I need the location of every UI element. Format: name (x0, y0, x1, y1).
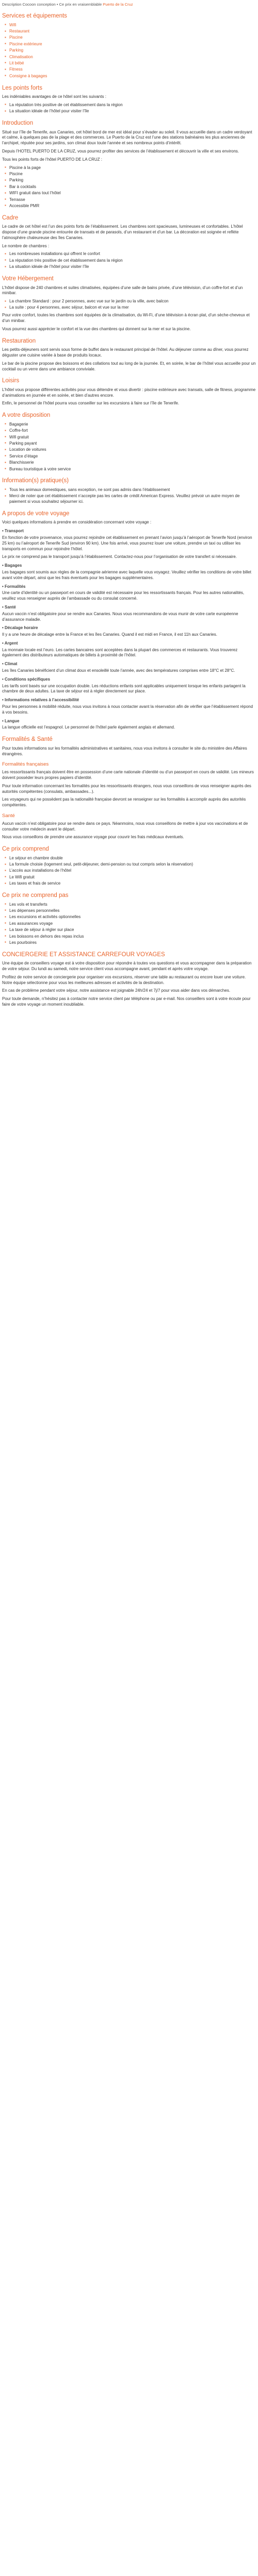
list-item: ▪ Wifi (9, 23, 256, 28)
list-item: ▪ Les vols et transferts (9, 902, 256, 908)
conciergerie-p3: En cas de problème pendant votre séjour, notre assistance est joignable 24h/24 et 7j/7 pour vous aider dans vos démarches. (2, 988, 231, 993)
list-item: ▪ Lit bébé (9, 61, 256, 66)
list-item: ▪ La suite : pour 4 personnes, avec séjour, balcon et vue sur la mer (9, 305, 256, 311)
loisirs-p2: Enfin, le personnel de l’hôtel pourra vous conseiller sur les excursions à faire sur l’île de Tenerife. (2, 401, 180, 406)
transport-text: En fonction de votre provenance, vous pourrez rejoindre cet établissement en prenant l’avion jusqu’à l’aéroport de Tenerife Nord (environ 25 km) ou l’aéroport de Tenerife Sud (environ 90 km). Une fois arrivé, vous pourrez louer une voiture, prendre un taxi ou utiliser les transports en commun pour rejoindre l’hôtel. (2, 535, 252, 551)
hebergement-list (2, 299, 256, 311)
list-item: ▪ Bar à cocktails (9, 184, 256, 190)
key-points-intro: Les indéniables avantages de ce hôtel sont les suivants : (2, 94, 106, 99)
disposition-heading: A votre disposition (2, 412, 51, 419)
introduction-heading: Introduction (2, 120, 34, 127)
list-item: ▪ Accessible PMR (9, 204, 256, 209)
infos-heading: Information(s) pratique(s) (2, 478, 69, 484)
cadre-p2: Le nombre de chambres : (2, 243, 50, 248)
intro-text: Description Cocoon conception • Ce prix en vraisemblable (2, 2, 102, 7)
conciergerie-p1: Une équipe de conseillers voyage est à votre disposition pour répondre à toutes vos questions et vous accompagner dans la préparation de votre séjour. Du lundi au samedi, notre service client vous accompagne avant, pendant et après votre voyage. (2, 961, 252, 971)
conciergerie-p4: Pour toute demande, n’hésitez pas à contacter notre service client par téléphone ou par e-mail. Nos conseillers sont à votre écoute pour faire de votre voyage un moment inoubliable. (2, 996, 251, 1007)
formalites-sub-text: Une carte d’identité ou un passeport en cours de validité est nécessaire pour les ressortissants français. Pour les autres nationalités, veuillez vous renseigner auprès de l’ambassade ou du consulat concerné. (2, 590, 245, 601)
introduction-p2: Depuis l’HOTEL PUERTO DE LA CRUZ, vous pourrez profiter des services de l’établissement et découvrir la ville et ses environs. (2, 148, 239, 154)
list-item: ▪ Bagagerie (9, 422, 256, 428)
list-item: ▪ Les pourboires (9, 940, 256, 946)
about-trip-intro: Voici quelques informations à prendre en considération concernant votre voyage : (2, 520, 152, 525)
argent-heading: • Argent (2, 640, 18, 646)
transport-heading: • Transport (2, 529, 24, 534)
page-root (2, 2, 256, 1008)
list-item: ▪ Le séjour en chambre double (9, 856, 256, 861)
list-item: ▪ Les assurances voyage (9, 921, 256, 927)
list-item: ▪ Le Wifi gratuit (9, 875, 256, 880)
list-item: ▪ Terrasse (9, 197, 256, 203)
conditions-text: Les tarifs sont basés sur une occupation double. Les réductions enfants sont applicables uniquement lorsque les enfants partagent la chambre de deux adultes. La taxe de séjour est à régler directement sur place. (2, 683, 246, 694)
bagages-heading: • Bagages (2, 563, 22, 568)
cadre-list (2, 251, 256, 270)
list-item: ▪ L’accès aux installations de l’hôtel (9, 868, 256, 874)
sante-heading: Santé (2, 812, 15, 819)
list-item: ▪ Les nombreuses installations qui offrent le confort (9, 251, 256, 257)
formalites-p4: Les voyageurs qui ne possèdent pas la nationalité française devront se renseigner sur les formalités à accomplir auprès des autorités compétentes. (2, 797, 246, 808)
key-points-list (2, 103, 256, 114)
conciergerie-heading: CONCIERGERIE ET ASSISTANCE CARREFOUR VOYAGES (2, 951, 165, 958)
formalites-p5: Aucun vaccin n’est obligatoire pour se rendre dans ce pays. Néanmoins, nous vous conseillons de mettre à jour vos vaccinations et de consulter votre médecin avant le départ. (2, 821, 248, 832)
list-item: ▪ Fitness (9, 67, 256, 73)
decalage-heading: • Décalage horaire (2, 625, 38, 631)
restauration-heading: Restauration (2, 337, 36, 344)
prix-ne-comprend-heading: Ce prix ne comprend pas (2, 892, 69, 899)
bagages-text: Les bagages sont soumis aux règles de la compagnie aérienne avec laquelle vous voyagez. Veuillez vérifier les conditions de votre billet avant votre départ, ainsi que les frais éventuels pour les bagages supplémentaires. (2, 569, 251, 580)
intro-line (2, 2, 256, 7)
disposition-list (2, 422, 256, 472)
cadre-p1: Le cadre de cet hôtel est l’un des points forts de l’établissement. Les chambres sont spacieuses, lumineuses et confortables. L’hôtel dispose d’une grande piscine entourée de transats et de parasols, d’un restaurant et d’un bar. La décoration est soignée et reflète l’atmosphère chaleureuse des îles Canaries. (2, 224, 243, 240)
list-item: ▪ Location de voitures (9, 447, 256, 453)
list-item: ▪ La réputation très positive de cet établissement dans la région (9, 258, 256, 264)
accessibilite-text: Pour les personnes à mobilité réduite, nous vous invitons à nous contacter avant la réservation afin de vérifier que l’établissement répond à vos besoins. (2, 704, 253, 715)
list-item: ▪ Tous les animaux domestiques, sans exception, ne sont pas admis dans l’établissement (9, 487, 256, 493)
conciergerie-p2: Profitez de notre service de conciergerie pour organiser vos excursions, réserver une table au restaurant ou encore louer une voiture. Notre équipe sélectionne pour vous les meilleures adresses et activités de la destination. (2, 974, 246, 985)
about-trip-heading: A propos de votre voyage (2, 510, 70, 517)
formalites-heading: Formalités & Santé (2, 736, 53, 743)
list-item: ▪ La formule choisie (logement seul, petit-déjeuner, demi-pension ou tout compris selon la réservation) (9, 862, 256, 868)
langue-heading: • Langue (2, 718, 20, 723)
list-item: ▪ La chambre Standard : pour 2 personnes, avec vue sur le jardin ou la ville, avec balcon (9, 299, 256, 304)
list-item: ▪ Parking payant (9, 441, 256, 447)
prix-comprend-list (2, 856, 256, 887)
list-item: ▪ Piscine (9, 35, 256, 41)
list-item: ▪ La réputation très positive de cet établissement dans la région (9, 103, 256, 108)
accessibilite-heading: • Informations relatives à l’accessibilité (2, 698, 79, 703)
prix-ne-comprend-list (2, 902, 256, 946)
argent-text: La monnaie locale est l’euro. Les cartes bancaires sont acceptées dans la plupart des commerces et restaurants. Vous trouverez également des distributeurs automatiques de billets à proximité de l’hôtel. (2, 647, 238, 658)
hebergement-p1: L’hôtel dispose de 240 chambres et suites climatisées, équipées d’une salle de bains privée, d’une télévision, d’un coffre-fort et d’un minibar. (2, 285, 243, 296)
restauration-p1: Les petits-déjeuners sont servis sous forme de buffet dans le restaurant principal de l’hôtel. Au déjeuner comme au dîner, vous pourrez déguster une cuisine variée à base de produits locaux. (2, 347, 249, 358)
list-item: ▪ Les boissons en dehors des repas inclus (9, 934, 256, 940)
loisirs-heading: Loisirs (2, 378, 20, 384)
services-list (2, 23, 256, 79)
list-item: ▪ Blanchisserie (9, 460, 256, 466)
formalites-sub-heading: • Formalités (2, 584, 26, 589)
list-item: ▪ Merci de noter que cet établissement n’accepte pas les cartes de crédit American Express. Veuillez prévoir un autre moyen de paiement si vous souhaitez séjourner ici. (9, 494, 256, 505)
restauration-p2: Le bar de la piscine propose des boissons et des collations tout au long de la journée. Et, en soirée, le bar de l’hôtel vous accueille pour un cocktail ou un verre dans une ambiance conviviale. (2, 361, 256, 371)
formalites-p1: Pour toutes informations sur les formalités administratives et sanitaires, nous vous invitons à consulter le site du ministère des Affaires étrangères. (2, 745, 247, 756)
list-item: ▪ Parking (9, 178, 256, 183)
list-item: ▪ Consigne à bagages (9, 74, 256, 79)
climat-heading: • Climat (2, 662, 18, 667)
climat-text: Les îles Canaries bénéficient d’un climat doux et ensoleillé toute l’année, avec des températures comprises entre 18°C et 28°C. (2, 668, 235, 673)
conditions-heading: • Conditions spécifiques (2, 676, 51, 682)
hebergement-heading: Votre Hébergement (2, 275, 54, 282)
loisirs-p1: L’hôtel vous propose différentes activités pour vous détendre et vous divertir : piscine extérieure avec transats, salle de fitness, programme d’animations en journée et en soirée, et bien d’autres encore. (2, 387, 256, 398)
services-heading: Services et équipements (2, 13, 67, 20)
introduction-list (2, 165, 256, 209)
decalage-text: Il y a une heure de décalage entre la France et les îles Canaries. Quand il est midi en France, il est 11h aux Canaries. (2, 632, 217, 637)
list-item: ▪ Bureau touristique à votre service (9, 467, 256, 472)
hebergement-p2: Pour votre confort, toutes les chambres sont équipées de la climatisation, du Wi-Fi, d’une télévision à écran plat, d’un sèche-cheveux et d’un minibar. (2, 313, 250, 324)
introduction-p1: Situé sur l’île de Tenerife, aux Canaries, cet hôtel bord de mer est idéal pour s’évader au soleil. Il vous accueille dans un cadre verdoyant et calme, à quelques pas de la plage et des commerces. Le Puerto de la Cruz est l’une des stations balnéaires les plus anciennes de l’archipel, réputée pour ses jardins, son climat doux toute l’année et ses nombreux points d’intérêt. (2, 129, 252, 146)
list-item: ▪ Wifi gratuit (9, 435, 256, 440)
list-item: ▪ Restaurant (9, 29, 256, 35)
list-item: ▪ Piscine extérieure (9, 42, 256, 47)
list-item: ▪ Climatisation (9, 55, 256, 60)
cadre-heading: Cadre (2, 214, 19, 221)
langue-text: La langue officielle est l’espagnol. Le personnel de l’hôtel parle également anglais et allemand. (2, 725, 175, 730)
formalites-p2: Les ressortissants français doivent être en possession d’une carte nationale d’identité ou d’un passeport en cours de validité. Les mineurs doivent posséder leurs propres papiers d’identité. (2, 770, 254, 780)
list-item: ▪ Les dépenses personnelles (9, 908, 256, 914)
sante-sub-heading: • Santé (2, 604, 16, 609)
list-item: ▪ Coffre-fort (9, 428, 256, 434)
list-item: ▪ WIFI gratuit dans tout l’hôtel (9, 191, 256, 196)
intro-location-link[interactable]: Puerto de la Cruz (103, 2, 133, 7)
sante-sub-text: Aucun vaccin n’est obligatoire pour se rendre aux Canaries. Nous vous recommandons de vous munir de votre carte européenne d’assurance maladie. (2, 611, 238, 622)
list-item: ▪ La situation idéale de l’hôtel pour visiter l’île (9, 109, 256, 114)
list-item: ▪ Parking (9, 48, 256, 54)
key-points-heading: Les points forts (2, 84, 42, 91)
formalites-p6: Nous vous conseillons de prendre une assurance voyage pour couvrir les frais médicaux éventuels. (2, 835, 184, 840)
formalites-p3: Pour toute information concernant les formalités pour les ressortissants étrangers, nous vous conseillons de vous renseigner auprès des autorités compétentes (consulats, ambassades...). (2, 783, 251, 794)
list-item: ▪ Les excursions et activités optionnelles (9, 914, 256, 920)
transport-text-2: Le prix ne comprend pas le transport jusqu’à l’établissement. Contactez-nous pour l’organisation de votre transfert si nécessaire. (2, 554, 237, 560)
prix-comprend-heading: Ce prix comprend (2, 846, 49, 853)
list-item: ▪ La situation idéale de l’hôtel pour visiter l’île (9, 264, 256, 270)
list-item: ▪ Service d’étage (9, 454, 256, 460)
list-item: ▪ Piscine à la page (9, 165, 256, 171)
hebergement-p3: Vous pourrez aussi apprécier le confort et la vue des chambres qui donnent sur la mer et sur la piscine. (2, 326, 191, 331)
formalites-francaises-heading: Formalités françaises (2, 761, 49, 768)
infos-list (2, 487, 256, 505)
list-item: ▪ Les taxes et frais de service (9, 881, 256, 887)
introduction-p3: Tous les points forts de l’hôtel PUERTO DE LA CRUZ : (2, 157, 103, 162)
list-item: ▪ La taxe de séjour à régler sur place (9, 927, 256, 933)
list-item: ▪ Piscine (9, 172, 256, 177)
